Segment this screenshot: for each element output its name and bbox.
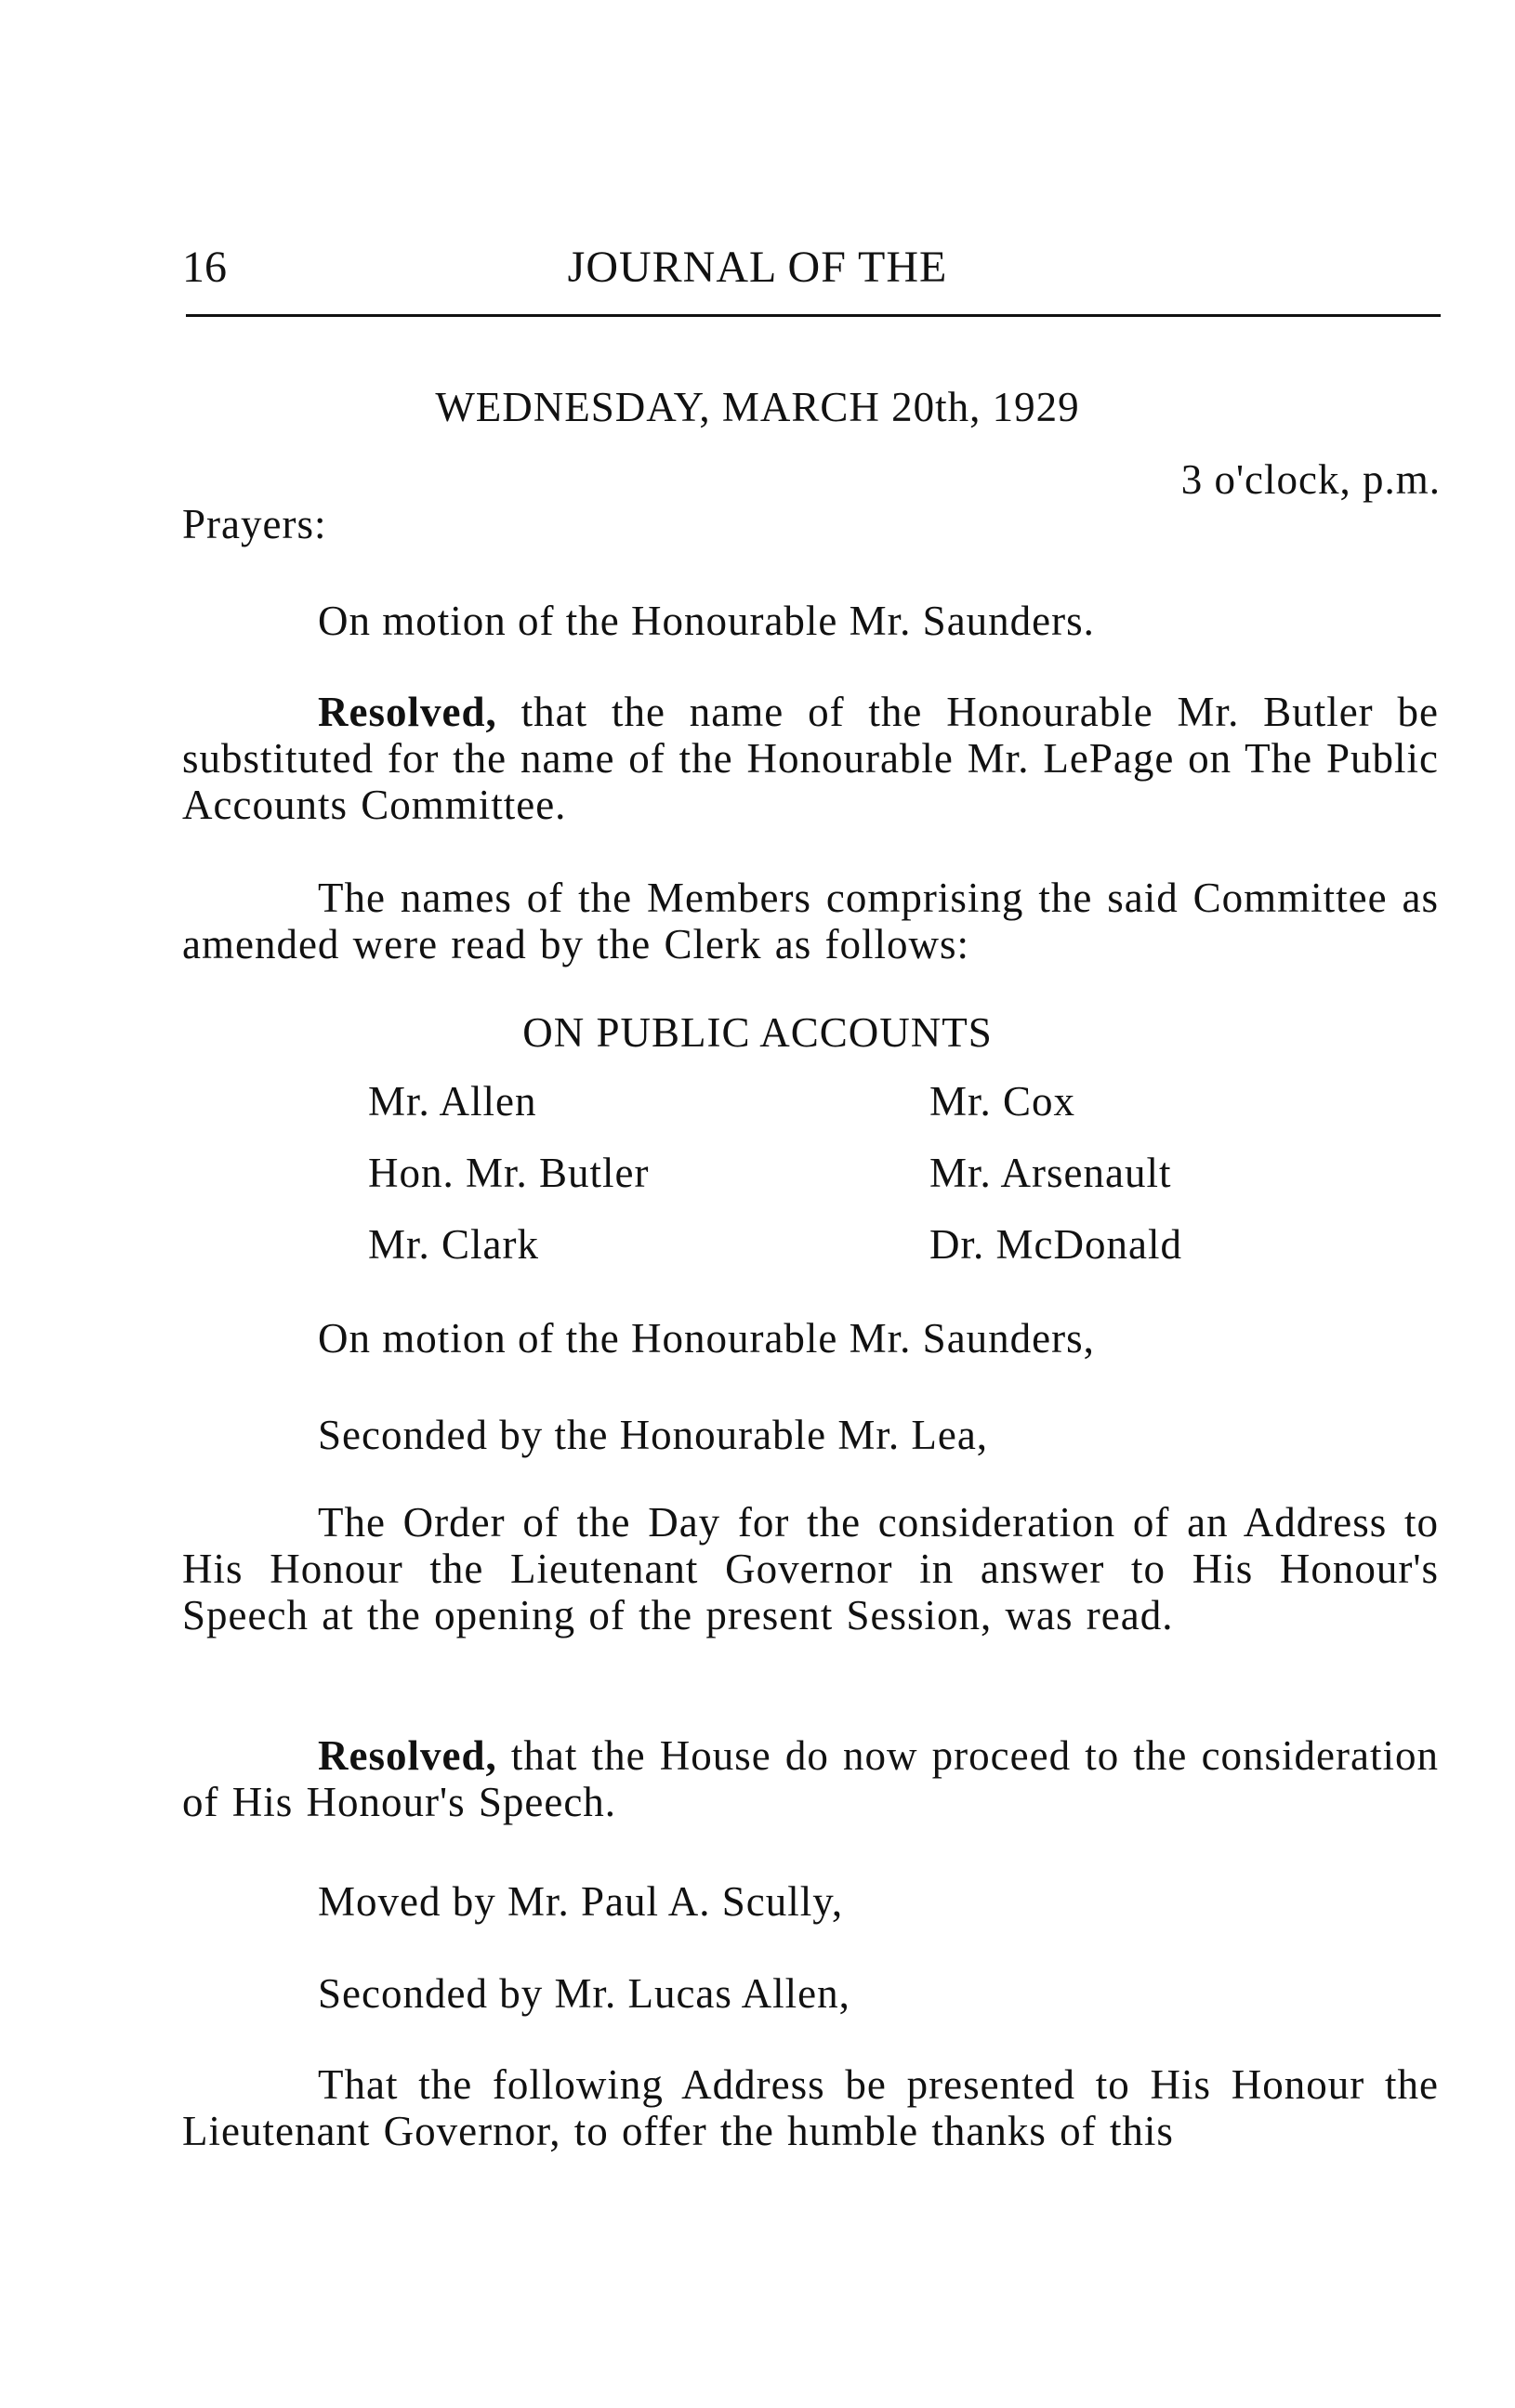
sitting-date: WEDNESDAY, MARCH 20th, 1929	[435, 384, 1080, 430]
committee-member: Mr. Allen	[368, 1078, 537, 1125]
running-head: JOURNAL OF THE	[567, 243, 948, 292]
committee-title: ON PUBLIC ACCOUNTS	[522, 1009, 993, 1056]
resolved-lead: Resolved,	[318, 689, 497, 735]
seconded-paragraph: Seconded by Mr. Lucas Allen,	[318, 1970, 850, 2017]
resolved-lead: Resolved,	[318, 1732, 497, 1779]
address-text: That the following Address be presented to His Honour the Lieutenant Governor, to offer the humble thanks of this	[182, 2061, 1439, 2154]
order-of-day-paragraph	[182, 1499, 1439, 1638]
page-number: 16	[182, 243, 227, 292]
committee-member: Mr. Clark	[368, 1221, 539, 1268]
seconded-paragraph: Seconded by the Honourable Mr. Lea,	[318, 1412, 989, 1458]
committee-member: Mr. Cox	[929, 1078, 1076, 1125]
names-read-paragraph	[182, 875, 1439, 967]
committee-member: Dr. McDonald	[929, 1221, 1182, 1268]
motion-paragraph: On motion of the Honourable Mr. Saunders.	[318, 598, 1095, 644]
sitting-time: 3 o'clock, p.m.	[1180, 456, 1441, 503]
order-of-day-text: The Order of the Day for the consideration of an Address to His Honour the Lieutenant Governor in answer to His Honour's Speech at the opening of the present Session, was read.	[182, 1499, 1439, 1638]
committee-member: Mr. Arsenault	[929, 1150, 1172, 1196]
committee-member: Hon. Mr. Butler	[368, 1150, 650, 1196]
moved-by-paragraph: Moved by Mr. Paul A. Scully,	[318, 1878, 844, 1925]
names-read-text: The names of the Members comprising the said Committee as amended were read by the Clerk as follows:	[182, 875, 1439, 967]
header-rule	[186, 314, 1441, 317]
resolved-text: that the House do now proceed to the consideration of His Honour's Speech.	[182, 1732, 1439, 1825]
address-paragraph	[182, 2061, 1439, 2154]
resolved-paragraph	[182, 1732, 1439, 1825]
motion-paragraph: On motion of the Honourable Mr. Saunders,	[318, 1315, 1095, 1362]
resolved-paragraph	[182, 689, 1439, 828]
prayers-label: Prayers:	[182, 501, 327, 547]
resolved-text: that the name of the Honourable Mr. Butler be substituted for the name of the Honourable Mr. LePage on The Public Accounts Committee.	[182, 689, 1439, 828]
